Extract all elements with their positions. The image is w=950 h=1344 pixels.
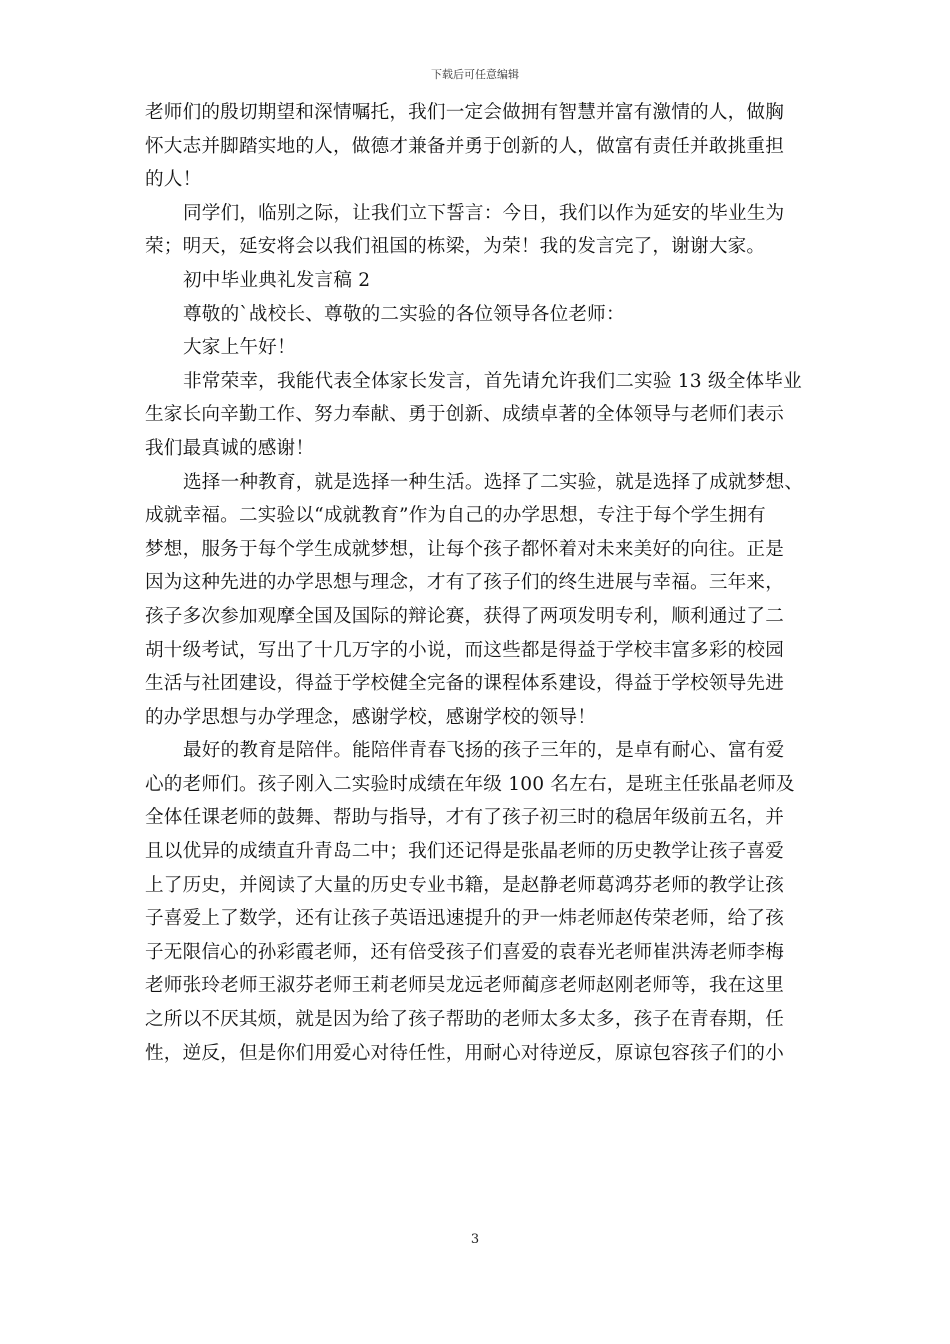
text-line: 怀大志并脚踏实地的人，做德才兼备并勇于创新的人，做富有责任并敢挑重担 <box>145 135 784 157</box>
text-line: 子无限信心的孙彩霞老师，还有倍受孩子们喜爱的袁春光老师崔洪涛老师李梅 <box>145 941 784 963</box>
text-line: 同学们，临别之际，让我们立下誓言：今日，我们以作为延安的毕业生为 <box>183 202 785 224</box>
text-line: 我们最真诚的感谢！ <box>145 437 315 459</box>
text-line: 且以优异的成绩直升青岛二中；我们还记得是张晶老师的历史教学让孩子喜爱 <box>145 841 784 863</box>
text-line: 成就幸福。二实验以“成就教育”作为自己的办学思想，专注于每个学生拥有 <box>145 505 766 527</box>
text-line: 生家长向辛勤工作、努力奉献、勇于创新、成绩卓著的全体领导与老师们表示 <box>145 404 784 426</box>
text-line: 最好的教育是陪伴。能陪伴青春飞扬的孩子三年的，是卓有耐心、富有爱 <box>183 740 785 762</box>
text-line: 的人！ <box>145 169 202 191</box>
text-line: 胡十级考试，写出了十几万字的小说，而这些都是得益于学校丰富多彩的校园 <box>145 639 784 661</box>
text-line: 性，逆反，但是你们用爱心对待任性，用耐心对待逆反，原谅包容孩子们的小 <box>145 1042 784 1064</box>
text-line: 心的老师们。孩子刚入二实验时成绩在年级 100 名左右，是班主任张晶老师及 <box>145 773 795 795</box>
page-header-note: 下载后可任意编辑 <box>431 68 519 81</box>
text-line: 之所以不厌其烦，就是因为给了孩子帮助的老师太多太多，孩子在青春期，任 <box>145 1009 784 1031</box>
document-body <box>145 96 807 1070</box>
text-line: 的办学思想与办学理念，感谢学校，感谢学校的领导！ <box>145 706 597 728</box>
text-line: 选择一种教育，就是选择一种生活。选择了二实验，就是选择了成就梦想、 <box>183 471 804 493</box>
text-line: 子喜爱上了数学，还有让孩子英语迅速提升的尹一炜老师赵传荣老师，给了孩 <box>145 908 784 930</box>
text-line: 大家上午好！ <box>183 337 296 359</box>
text-line: 老师张玲老师王淑芬老师王莉老师吴龙远老师蔺彦老师赵刚老师等，我在这里 <box>145 975 784 997</box>
page-number: 3 <box>470 1232 480 1247</box>
text-line: 因为这种先进的办学思想与理念，才有了孩子们的终生进展与幸福。三年来， <box>145 572 784 594</box>
text-line: 非常荣幸，我能代表全体家长发言，首先请允许我们二实验 13 级全体毕业 <box>183 370 802 392</box>
text-line: 老师们的殷切期望和深情嘱托，我们一定会做拥有智慧并富有激情的人，做胸 <box>145 102 784 123</box>
text-line: 全体任课老师的鼓舞、帮助与指导，才有了孩子初三时的稳居年级前五名，并 <box>145 807 784 829</box>
text-line: 上了历史，并阅读了大量的历史专业书籍，是赵静老师葛鸿芬老师的教学让孩 <box>145 874 784 896</box>
text-line: 孩子多次参加观摩全国及国际的辩论赛，获得了两项发明专利，顺利通过了二 <box>145 605 784 627</box>
text-line: 尊敬的`战校长、尊敬的二实验的各位领导各位老师： <box>183 303 625 325</box>
text-line: 初中毕业典礼发言稿 2 <box>183 269 371 291</box>
text-line: 荣；明天，延安将会以我们祖国的栋梁，为荣！我的发言完了，谢谢大家。 <box>145 236 766 258</box>
text-line: 生活与社团建设，得益于学校健全完备的课程体系建设，得益于学校领导先进 <box>145 673 784 695</box>
text-line: 梦想，服务于每个学生成就梦想，让每个孩子都怀着对未来美好的向往。正是 <box>145 538 784 560</box>
